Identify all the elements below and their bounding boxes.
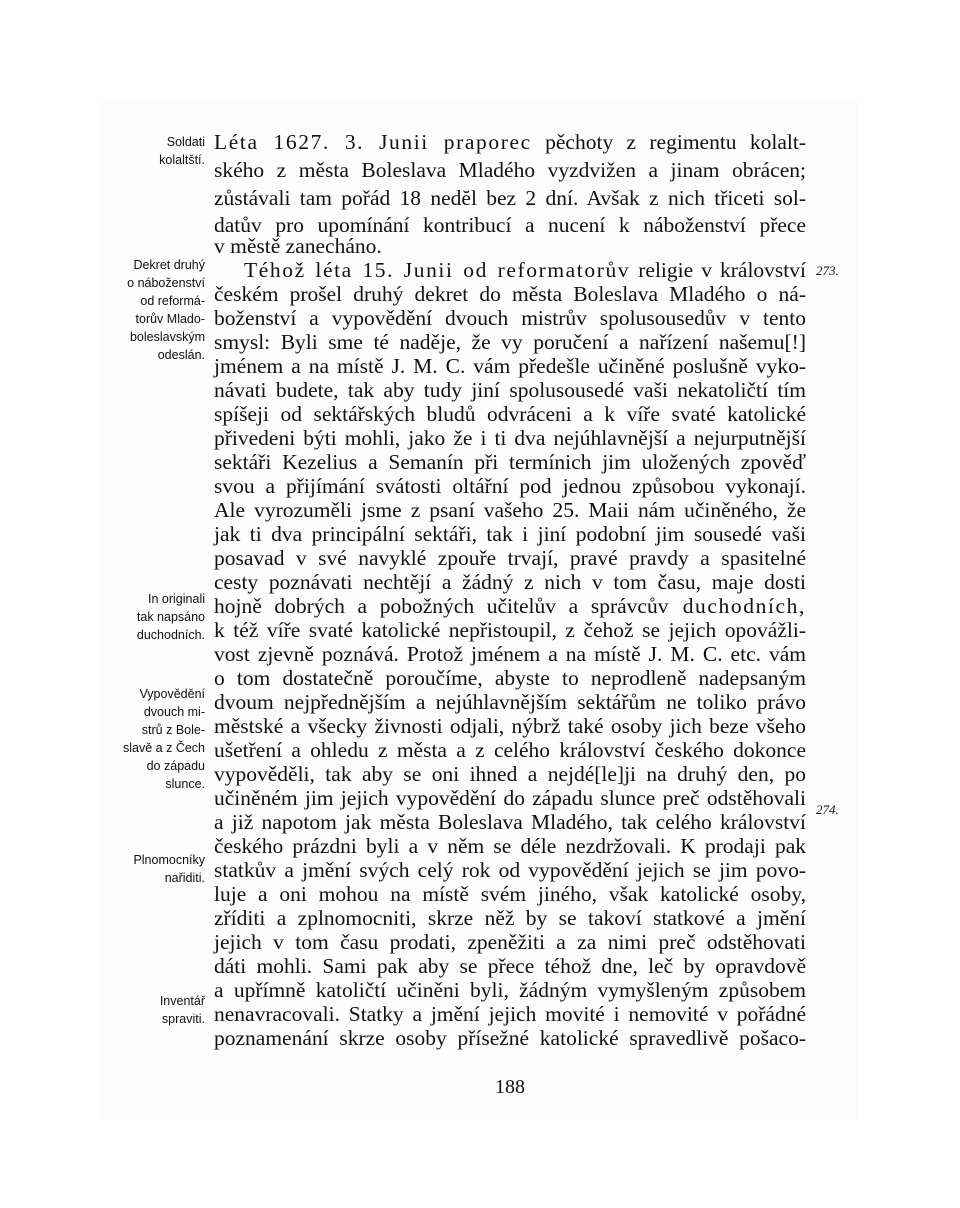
margin-note-line: Vypovědění <box>139 687 205 701</box>
margin-note-dekret <box>95 256 205 364</box>
text-line: vypověděli, tak aby se oni ihned a nejdé[le]ji na druhý den, po <box>214 762 806 786</box>
text-line: zůstávali tam pořád 18 nedĕl bez 2 dní. Avšak z nich třiceti sol- <box>214 186 806 210</box>
text-line: jejich v tom času prodati, zpeněžiti a za nimi preč odstěhovati <box>214 930 806 954</box>
margin-note-line: Inventář <box>159 994 205 1008</box>
text-line <box>214 128 806 156</box>
margin-note-line: Soldati <box>166 135 205 149</box>
text-span: hojně dobrých a pobožných učitelův a správcův <box>214 594 669 618</box>
margin-note-line: od reformá- <box>140 294 205 308</box>
margin-note-line: slunce. <box>165 777 205 791</box>
text-line: českého prázdni byli a v něm se déle nezdržovali. K prodaji pak <box>214 834 806 858</box>
margin-note-line: odeslán. <box>157 348 205 362</box>
margin-note-line: boleslavským <box>129 330 205 344</box>
text-line: o tom dostatečně poroučíme, abyste to neprodleně nadepsaným <box>214 666 806 690</box>
text-line: svou a přijímání svátosti oltářní pod jednou způsobou vykonají. <box>214 474 806 498</box>
text-line: nenavracovali. Statky a jmění jejich movité i nemovité v pořádné <box>214 1002 806 1026</box>
text-line: sektáři Kezelius a Semanín při termínich jim uložených zpověď <box>214 450 806 474</box>
text-line: dáti mohli. Sami pak aby se přece téhož dne, leč by opravdově <box>214 954 806 978</box>
text-line: ského z města Boleslava Mladého vyzdvižen a jinam obrácen; <box>214 158 806 182</box>
text-line: vost zjevně poznává. Protož jménem a na místě J. M. C. etc. vám <box>214 642 806 666</box>
text-line: ušetření a ohledu z města a z celého království českého dokonce <box>214 738 806 762</box>
margin-note-line: kolaltští. <box>159 153 205 167</box>
text-span: pěchoty z regimentu kolalt- <box>531 130 806 154</box>
margin-note-line: nařiditi. <box>164 871 205 885</box>
margin-note-in-originali <box>95 590 205 644</box>
text-line: Ale vyrozuměli jsme z psaní vašeho 25. Maii nám učiněného, že <box>214 498 806 522</box>
text-line: dvoum nejpřednějším a nejúhlavnějším sektářům ne toliko právo <box>214 690 806 714</box>
side-number: 274. <box>816 802 839 817</box>
margin-note-line: Plnomocníky <box>133 853 205 867</box>
margin-note-vypovedeni <box>95 685 205 793</box>
margin-note-line: spraviti. <box>161 1012 205 1026</box>
margin-note-line: strů z Bole- <box>141 723 205 737</box>
margin-note-line: slavě a z Čech <box>123 741 205 755</box>
text-line: návati budete, tak aby tudy jiní spolusousedé vaši nekatoličtí tím <box>214 378 806 402</box>
text-line: spíšeji od sektářských bludů odvráceni a k víře svaté katolické <box>214 402 806 426</box>
text-line: a upřímně katoličtí učiněni byli, žádným vymyšleným způsobem <box>214 978 806 1002</box>
text-line: v městě zanecháno. <box>214 234 382 258</box>
text-line: zříditi a zplnomocniti, skrze něž by se takoví statkové a jmění <box>214 906 806 930</box>
text-line: statkův a jmění svých celý rok od vypovědění jejich se jim povo- <box>214 858 806 882</box>
text-span: Téhož léta 15. Junii od reformatorův <box>244 258 631 282</box>
text-line: datův pro upomínání kontribucí a nucení k náboženství přece <box>214 213 806 237</box>
margin-note-soldati <box>95 133 205 169</box>
text-span: Léta 1627. 3. Junii praporec <box>214 130 532 154</box>
page-number: 188 <box>495 1076 525 1098</box>
margin-note-line: In originali <box>148 592 205 606</box>
margin-note-line: o náboženství <box>127 276 205 290</box>
text-line: k též víře svaté katolické nepřistoupil, z čehož se jejich opovážli- <box>214 618 806 642</box>
text-line: jak ti dva principální sektáři, tak i jiní podobní jim sousedé vaši <box>214 522 806 546</box>
side-number: 273. <box>816 263 839 278</box>
text-line: boženství a vypovědění dvouch mistrův spolusousedův v tento <box>214 306 806 330</box>
text-line: luje a oni mohou na místě svém jiného, však katolické osoby, <box>214 882 806 906</box>
text-line: městské a všecky živnosti odjali, nýbrž také osoby jich beze všeho <box>214 714 806 738</box>
margin-note-line: do západu <box>146 759 205 773</box>
text-line: a již napotom jak města Boleslava Mladého, tak celého království <box>214 810 806 834</box>
margin-note-line: duchodních. <box>136 628 205 642</box>
text-span: religie v království <box>630 258 806 282</box>
text-line: jménem a na místě J. M. C. vám předešle učiněné poslušně vyko- <box>214 354 806 378</box>
text-line: cesty poznávati nechtějí a žádný z nich v tom času, maje dosti <box>214 570 806 594</box>
text-line: učiněném jim jejich vypovědění do západu slunce preč odstěhovali <box>214 786 806 810</box>
margin-note-line: dvouch mi- <box>143 705 205 719</box>
margin-note-line: tak napsáno <box>136 610 205 624</box>
margin-note-line: torův Mlado- <box>135 312 205 326</box>
text-line: posavad v své navyklé zpouře trvají, pravé pravdy a spasitelné <box>214 546 806 570</box>
margin-note-plnomocniky <box>95 851 205 887</box>
text-span: duchodních, <box>668 594 806 618</box>
text-line: českém prošel druhý dekret do města Boleslava Mladého o ná- <box>214 282 806 306</box>
text-line: přivedeni býti mohli, jako že i ti dva nejúhlavnější a nejurputnější <box>214 426 806 450</box>
margin-note-inventar <box>95 992 205 1028</box>
margin-note-line: Dekret druhý <box>133 258 205 272</box>
text-line: poznamenání skrze osoby přísežné katolické spravedlivě pošaco- <box>214 1026 806 1050</box>
text-line: smysl: Byli sme té naděje, že vy poručení a nařízení našemu[!] <box>214 330 806 354</box>
